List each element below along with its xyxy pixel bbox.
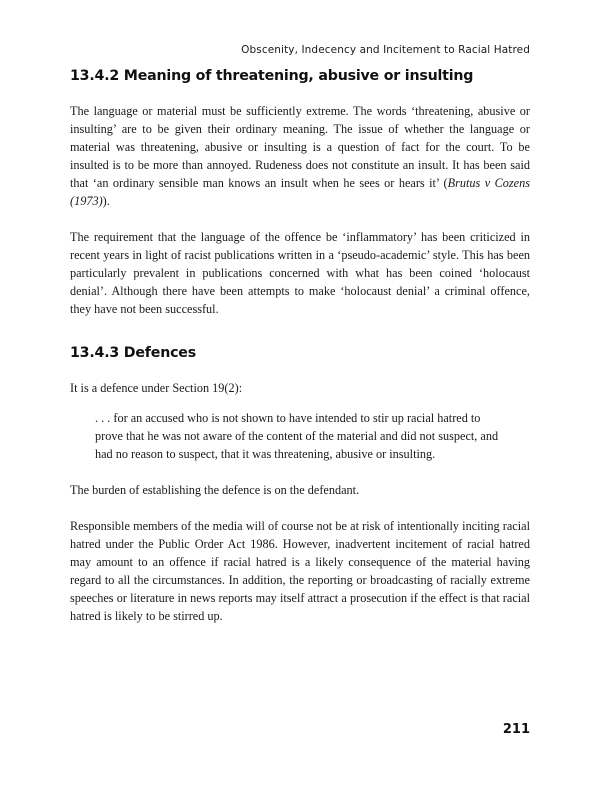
paragraph-inflammatory: The requirement that the language of the offence be ‘inflammatory’ has been criticized in recent years in light of racist publications written in a ‘pseudo-academic’ style. This has been particularly prevalent in publications concerned with what has been coined ‘holocaust denial’. Although there have been attempts to make ‘holocaust denial’ a criminal offence, they have not been successful.: [70, 230, 530, 316]
running-head: Obscenity, Indecency and Incitement to Racial Hatred: [241, 44, 530, 56]
case-citation: Brutus v Cozens (1973): [70, 176, 530, 208]
statute-quote: . . . for an accused who is not shown to have intended to stir up racial hatred to prove that he was not aware of the content of the material and did not suspect, and had no reason to suspect, that it was threatening, abusive or insulting.: [95, 411, 499, 461]
paragraph-burden: The burden of establishing the defence is on the defendant.: [70, 483, 360, 497]
paragraph-media: Responsible members of the media will of course not be at risk of intentionally inciting racial hatred under the Public Order Act 1986. However, inadvertent incitement of racial hatred may amount to an offence if racial hatred is a likely consequence of the material having regard to all the circumstances. In addition, the reporting or broadcasting of racially extreme speeches or literature in news reports may itself attract a prosecution if the effect is that racial hatred is likely to be stirred up.: [70, 519, 530, 623]
paragraph-meaning-closing: ).: [102, 194, 110, 208]
paragraph-defence-intro: It is a defence under Section 19(2):: [70, 381, 243, 395]
paragraph-meaning-ordinary: [70, 102, 530, 210]
page-number: 211: [502, 722, 530, 737]
section-heading-meaning: 13.4.2 Meaning of threatening, abusive or insulting: [70, 68, 474, 84]
section-heading-defences: 13.4.3 Defences: [70, 345, 196, 361]
paragraph-meaning-text: The language or material must be sufficiently extreme. The words ‘threatening, abusive or insulting’ are to be given their ordinary meaning. The issue of whether the language or material was threatening, abusive or insulting is a question of fact for the court. To be insulted is to be more than annoyed. Rudeness does not constitute an insult. It has been said that ‘an ordinary sensible man knows an insult when he sees or hears it’ (: [70, 104, 530, 190]
page-content: [70, 66, 530, 643]
